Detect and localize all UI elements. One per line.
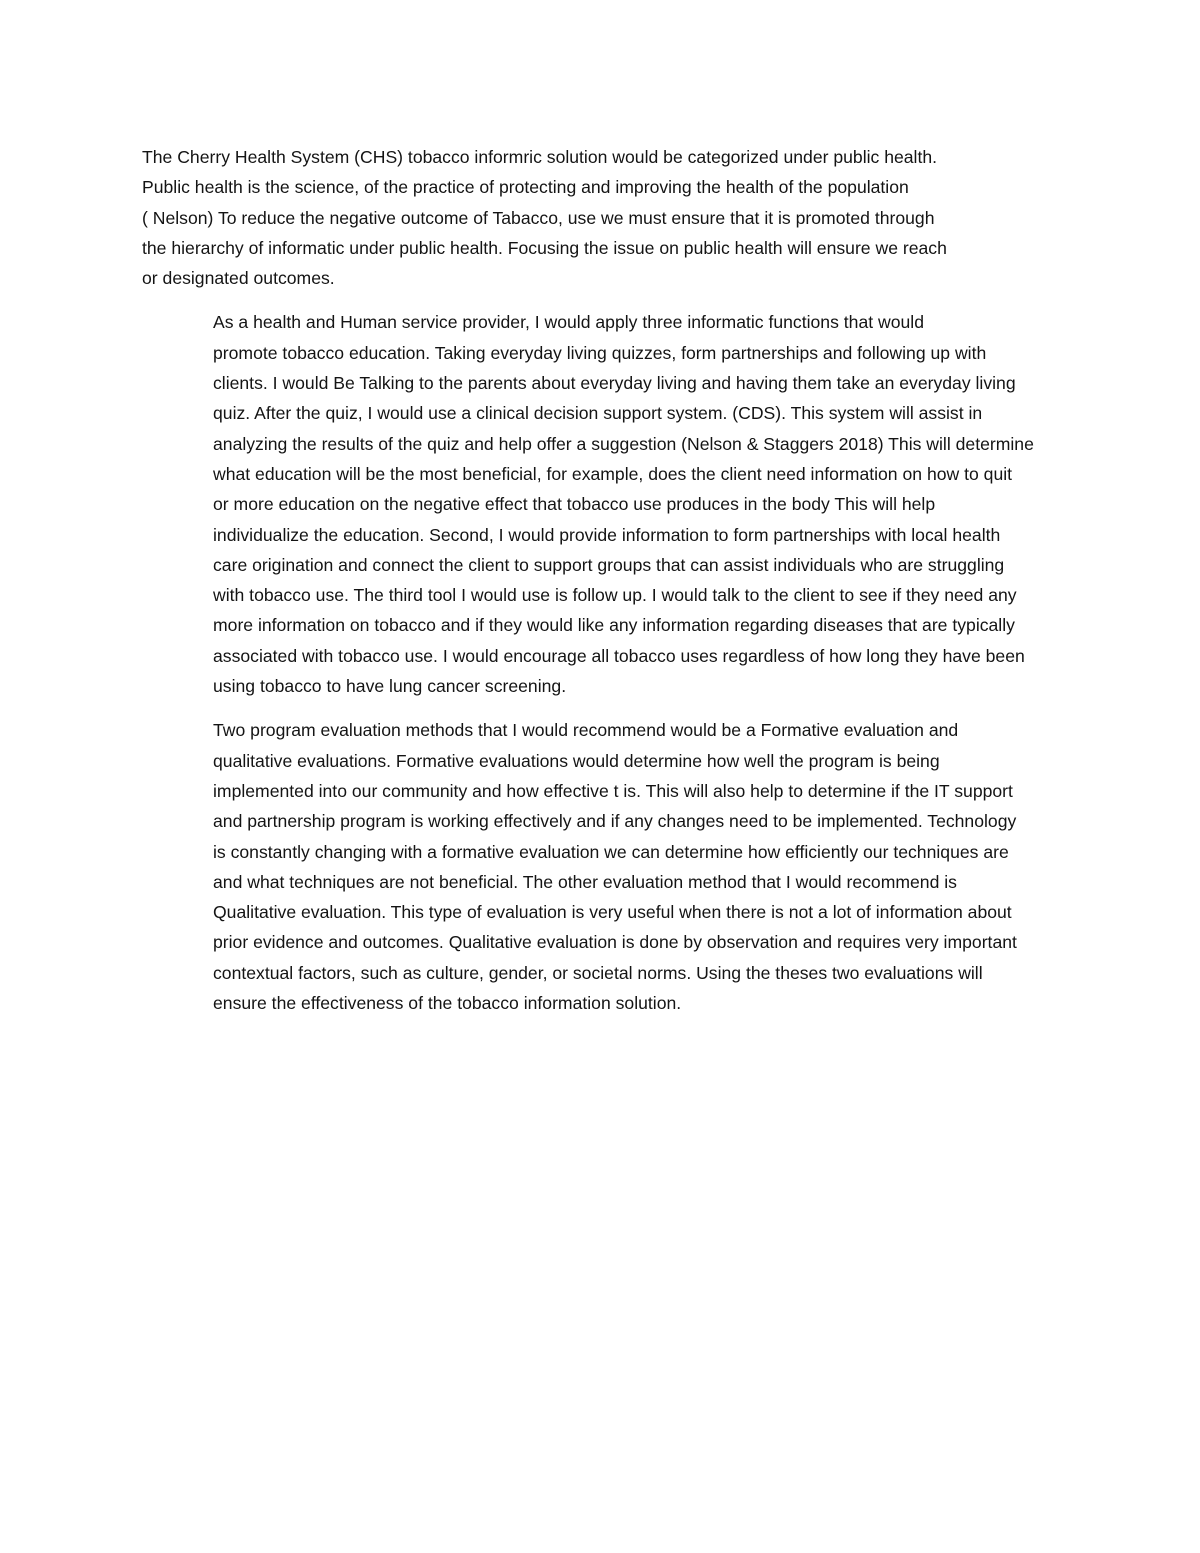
text-line: ensure the effectiveness of the tobacco information solution. [213,993,682,1014]
text-line: quiz. After the quiz, I would use a clinical decision support system. (CDS). This system will assist in [213,403,983,424]
text-line: qualitative evaluations. Formative evaluations would determine how well the program is being [213,750,940,771]
text-line: care origination and connect the client to support groups that can assist individuals who are struggling [213,554,1005,575]
text-line: analyzing the results of the quiz and help offer a suggestion (Nelson & Staggers 2018) This will determine [213,433,1034,454]
text-line: with tobacco use. The third tool I would use is follow up. I would talk to the client to see if they need any [213,585,1017,606]
text-line: Public health is the science, of the practice of protecting and improving the health of the population [142,177,909,198]
text-line: implemented into our community and how effective t is. This will also help to determine if the IT support [213,780,1013,801]
paragraph-2 [142,307,1062,701]
text-line: is constantly changing with a formative evaluation we can determine how efficiently our techniques are [213,841,1009,862]
text-line: Qualitative evaluation. This type of evaluation is very useful when there is not a lot of information about [213,902,1012,923]
paragraph-3 [142,715,1062,1018]
text-line: promote tobacco education. Taking everyday living quizzes, form partnerships and following up with [213,342,987,363]
text-line: or designated outcomes. [142,268,335,289]
text-line: As a health and Human service provider, I would apply three informatic functions that would [213,312,924,333]
text-line: prior evidence and outcomes. Qualitative evaluation is done by observation and requires very important [213,932,1017,953]
text-line: using tobacco to have lung cancer screening. [213,676,567,697]
text-line: ( Nelson) To reduce the negative outcome of Tabacco, use we must ensure that it is promoted through [142,207,935,228]
text-line: and partnership program is working effectively and if any changes need to be implemented. Technology [213,811,1017,832]
text-line: more information on tobacco and if they would like any information regarding diseases that are typically [213,615,1015,636]
text-line: contextual factors, such as culture, gender, or societal norms. Using the theses two evaluations will [213,962,983,983]
text-line: or more education on the negative effect that tobacco use produces in the body This will help [213,494,936,515]
text-line: Two program evaluation methods that I would recommend would be a Formative evaluation and [213,720,959,741]
paragraph-1 [142,142,1062,293]
text-line: associated with tobacco use. I would encourage all tobacco uses regardless of how long they have been [213,645,1025,666]
document-body [142,142,1062,1018]
text-line: The Cherry Health System (CHS) tobacco informric solution would be categorized under public health. [142,147,938,167]
text-line: the hierarchy of informatic under public health. Focusing the issue on public health will ensure we reach [142,237,947,258]
text-line: clients. I would Be Talking to the parents about everyday living and having them take an everyday living [213,373,1016,394]
text-line: what education will be the most beneficial, for example, does the client need information on how to quit [213,463,1013,484]
text-line: and what techniques are not beneficial. The other evaluation method that I would recommend is [213,871,957,892]
text-line: individualize the education. Second, I would provide information to form partnerships with local health [213,524,1001,545]
